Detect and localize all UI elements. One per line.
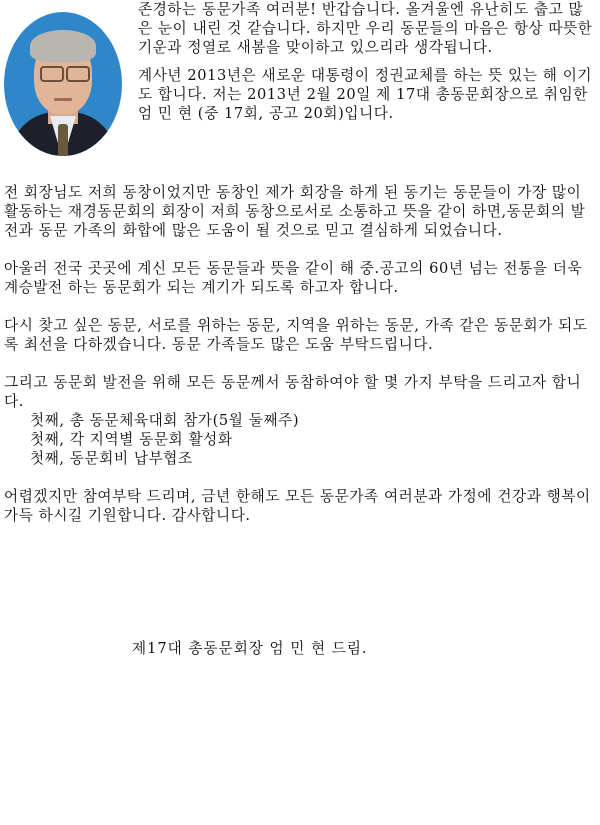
request-item: 첫째, 동문회비 납부협조 xyxy=(30,450,193,467)
request-item: 첫째, 총 동문체육대회 참가(5월 둘째주) xyxy=(30,412,300,429)
portrait-glasses-left xyxy=(40,66,64,82)
closing-paragraph: 어렵겠지만 참여부탁 드리며, 금년 한해도 모든 동문가족 여러분과 가정에 건강과 행복이 가득 하시길 기원합니다. 감사합니다. xyxy=(4,488,591,524)
pledge-paragraph: 다시 찾고 싶은 동문, 서로를 위하는 동문, 지역을 위하는 동문, 가족 같은 동문회가 되도록 최선을 다하겠습니다. 동문 가족들도 많은 도움 부탁드립니다. xyxy=(4,317,588,353)
signature: 제17대 총동문회장 엄 민 현 드림. xyxy=(132,640,368,657)
portrait-hair xyxy=(30,30,96,62)
letter-body xyxy=(4,183,596,525)
request-item: 첫째, 각 지역별 동문회 활성화 xyxy=(30,431,233,448)
tradition-paragraph: 아울러 전국 곳곳에 계신 모든 동문들과 뜻을 같이 해 중.공고의 60년 넘는 전통을 더욱 계승발전 하는 동문회가 되는 계기가 되도록 하고자 합니다. xyxy=(4,260,583,296)
request-paragraph xyxy=(4,373,596,411)
greeting-section xyxy=(138,0,596,123)
greeting-paragraph: 존경하는 동문가족 여러분! 반갑습니다. 올겨울엔 유난히도 춥고 많은 눈이 내린 것 같습니다. 하지만 우리 동문들의 마음은 항상 따뜻한 기운과 정열로 새봄을 맞이하고 있으리라 생각됩니다. xyxy=(138,1,593,56)
portrait-mouth xyxy=(54,98,72,101)
request-list xyxy=(4,411,596,468)
portrait-glasses-right xyxy=(66,66,90,82)
portrait-photo xyxy=(4,12,122,156)
request-intro: 그리고 동문회 발전을 위해 모든 동문께서 동참하여야 할 몇 가지 부탁을 드리고자 합니다. xyxy=(4,374,582,410)
motivation-paragraph: 전 회장님도 저희 동창이었지만 동창인 제가 회장을 하게 된 동기는 동문들이 가장 많이 활동하는 재경동문회의 회장이 저희 동창으로서로 소통하고 뜻을 같이 하면,동문회의 발전과 동문 가족의 화합에 많은 도움이 될 것으로 믿고 결심하게 되었습니다. xyxy=(4,184,586,239)
introduction-paragraph: 계사년 2013년은 새로운 대통령이 정권교체를 하는 뜻 있는 해 이기도 합니다. 저는 2013년 2월 20일 제 17대 총동문회장으로 취임한 엄 민 현 (중 17회, 공고 20회)입니다. xyxy=(138,67,593,122)
portrait-tie xyxy=(58,124,68,156)
